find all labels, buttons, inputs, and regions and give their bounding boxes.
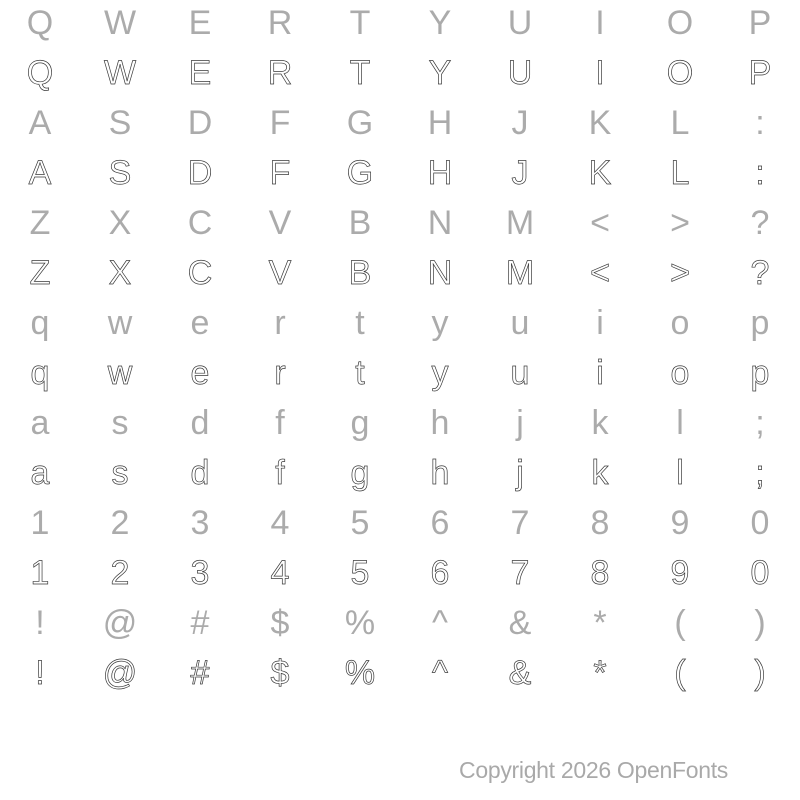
glyph: >	[670, 254, 690, 292]
glyph: K	[588, 104, 612, 142]
glyph: M	[505, 204, 535, 242]
glyph: :	[755, 154, 765, 192]
glyph: W	[103, 54, 137, 92]
glyph: A	[28, 104, 52, 142]
glyph: r	[274, 354, 286, 392]
glyph: V	[268, 204, 292, 242]
glyph: s	[111, 454, 129, 492]
glyph-row-reference	[0, 0, 800, 50]
glyph: i	[596, 354, 604, 392]
glyph: &	[508, 654, 532, 692]
glyph: <	[590, 254, 610, 292]
glyph: *	[593, 604, 607, 642]
glyph: U	[507, 4, 533, 42]
glyph: X	[108, 254, 132, 292]
glyph: t	[355, 304, 365, 342]
glyph: p	[750, 354, 770, 392]
glyph: r	[274, 304, 286, 342]
copyright-notice: Copyright 2026 OpenFonts	[459, 757, 728, 783]
glyph: S	[108, 154, 132, 192]
glyph: V	[268, 254, 292, 292]
glyph: N	[427, 204, 453, 242]
glyph: i	[596, 304, 604, 342]
glyph: S	[108, 104, 132, 142]
glyph: f	[275, 454, 285, 492]
glyph: 9	[670, 554, 690, 592]
glyph: q	[30, 304, 50, 342]
glyph: h	[430, 454, 450, 492]
glyph: ^	[432, 604, 448, 642]
glyph: 2	[110, 504, 130, 542]
glyph: I	[595, 4, 605, 42]
glyph-row-specimen	[0, 50, 800, 100]
glyph-row-reference	[0, 500, 800, 550]
glyph: t	[355, 354, 365, 392]
glyph: !	[35, 654, 45, 692]
glyph: Z	[29, 204, 51, 242]
glyph-row-specimen	[0, 550, 800, 600]
glyph: s	[111, 404, 129, 442]
glyph: F	[269, 104, 291, 142]
glyph: )	[754, 604, 766, 642]
glyph: Q	[26, 54, 54, 92]
glyph: T	[349, 54, 371, 92]
glyph: D	[187, 154, 213, 192]
glyph: 1	[30, 504, 50, 542]
glyph: u	[510, 354, 530, 392]
glyph: U	[507, 54, 533, 92]
glyph: @	[102, 654, 138, 692]
glyph: K	[588, 154, 612, 192]
glyph: g	[350, 404, 370, 442]
glyph-row-reference	[0, 200, 800, 250]
glyph: d	[190, 404, 210, 442]
glyph: j	[516, 454, 524, 492]
glyph: 2	[110, 554, 130, 592]
glyph: G	[346, 104, 374, 142]
glyph-row-specimen	[0, 350, 800, 400]
glyph: 1	[30, 554, 50, 592]
glyph: :	[755, 104, 765, 142]
glyph: B	[348, 254, 372, 292]
glyph: j	[516, 404, 524, 442]
glyph: >	[670, 204, 690, 242]
glyph: !	[35, 604, 45, 642]
glyph: T	[349, 4, 371, 42]
glyph: L	[670, 104, 690, 142]
glyph: E	[188, 4, 212, 42]
glyph: 7	[510, 504, 530, 542]
glyph: R	[267, 54, 293, 92]
glyph: 6	[430, 554, 450, 592]
glyph: G	[346, 154, 374, 192]
glyph: ;	[755, 404, 765, 442]
glyph: a	[30, 404, 50, 442]
glyph: 5	[350, 504, 370, 542]
glyph: 0	[750, 554, 770, 592]
glyph: k	[591, 454, 609, 492]
glyph-row-specimen	[0, 150, 800, 200]
glyph: 8	[590, 504, 610, 542]
glyph: h	[430, 404, 450, 442]
glyph: 8	[590, 554, 610, 592]
glyph: $	[270, 604, 290, 642]
glyph: Y	[428, 54, 452, 92]
glyph: $	[270, 654, 290, 692]
glyph: 4	[270, 554, 290, 592]
glyph: q	[30, 354, 50, 392]
glyph-row-reference	[0, 400, 800, 450]
glyph: w	[107, 354, 133, 392]
glyph: )	[754, 654, 766, 692]
glyph: A	[28, 154, 52, 192]
glyph-row-specimen	[0, 650, 800, 700]
glyph: *	[593, 654, 607, 692]
glyph: 4	[270, 504, 290, 542]
glyph: P	[748, 54, 772, 92]
glyph: %	[344, 654, 376, 692]
glyph: u	[510, 304, 530, 342]
glyph: B	[348, 204, 372, 242]
glyph: ?	[750, 204, 770, 242]
glyph: J	[511, 154, 529, 192]
glyph: #	[190, 654, 210, 692]
glyph: 7	[510, 554, 530, 592]
glyph: O	[666, 4, 694, 42]
glyph: o	[670, 304, 690, 342]
glyph-row-specimen	[0, 450, 800, 500]
glyph: e	[190, 354, 210, 392]
glyph: R	[267, 4, 293, 42]
glyph: <	[590, 204, 610, 242]
glyph: X	[108, 204, 132, 242]
glyph: e	[190, 304, 210, 342]
glyph: Q	[26, 4, 54, 42]
glyph: F	[269, 154, 291, 192]
glyph: I	[595, 54, 605, 92]
glyph: 5	[350, 554, 370, 592]
glyph: P	[748, 4, 772, 42]
glyph: E	[188, 54, 212, 92]
glyph: C	[187, 204, 213, 242]
glyph-row-reference	[0, 100, 800, 150]
glyph: 9	[670, 504, 690, 542]
glyph: y	[431, 304, 449, 342]
glyph: o	[670, 354, 690, 392]
glyph: ^	[432, 654, 448, 692]
glyph: ;	[755, 454, 765, 492]
glyph: D	[187, 104, 213, 142]
glyph: N	[427, 254, 453, 292]
glyph: l	[676, 404, 684, 442]
glyph: 0	[750, 504, 770, 542]
glyph: H	[427, 154, 453, 192]
glyph: w	[107, 304, 133, 342]
glyph: W	[103, 4, 137, 42]
glyph: L	[670, 154, 690, 192]
glyph: J	[511, 104, 529, 142]
glyph: Z	[29, 254, 51, 292]
glyph: f	[275, 404, 285, 442]
glyph: p	[750, 304, 770, 342]
glyph: k	[591, 404, 609, 442]
glyph: (	[674, 654, 686, 692]
glyph: @	[102, 604, 138, 642]
glyph-row-reference	[0, 600, 800, 650]
glyph: y	[431, 354, 449, 392]
glyph: Y	[428, 4, 452, 42]
glyph: 6	[430, 504, 450, 542]
glyph: l	[676, 454, 684, 492]
glyph: #	[190, 604, 210, 642]
glyph: 3	[190, 554, 210, 592]
glyph: O	[666, 54, 694, 92]
glyph: C	[187, 254, 213, 292]
glyph-row-specimen	[0, 250, 800, 300]
glyph: ?	[750, 254, 770, 292]
glyph: a	[30, 454, 50, 492]
glyph: g	[350, 454, 370, 492]
glyph: (	[674, 604, 686, 642]
glyph: M	[505, 254, 535, 292]
glyph: H	[427, 104, 453, 142]
glyph: %	[344, 604, 376, 642]
glyph: d	[190, 454, 210, 492]
glyph: 3	[190, 504, 210, 542]
glyph: &	[508, 604, 532, 642]
glyph-row-reference	[0, 300, 800, 350]
